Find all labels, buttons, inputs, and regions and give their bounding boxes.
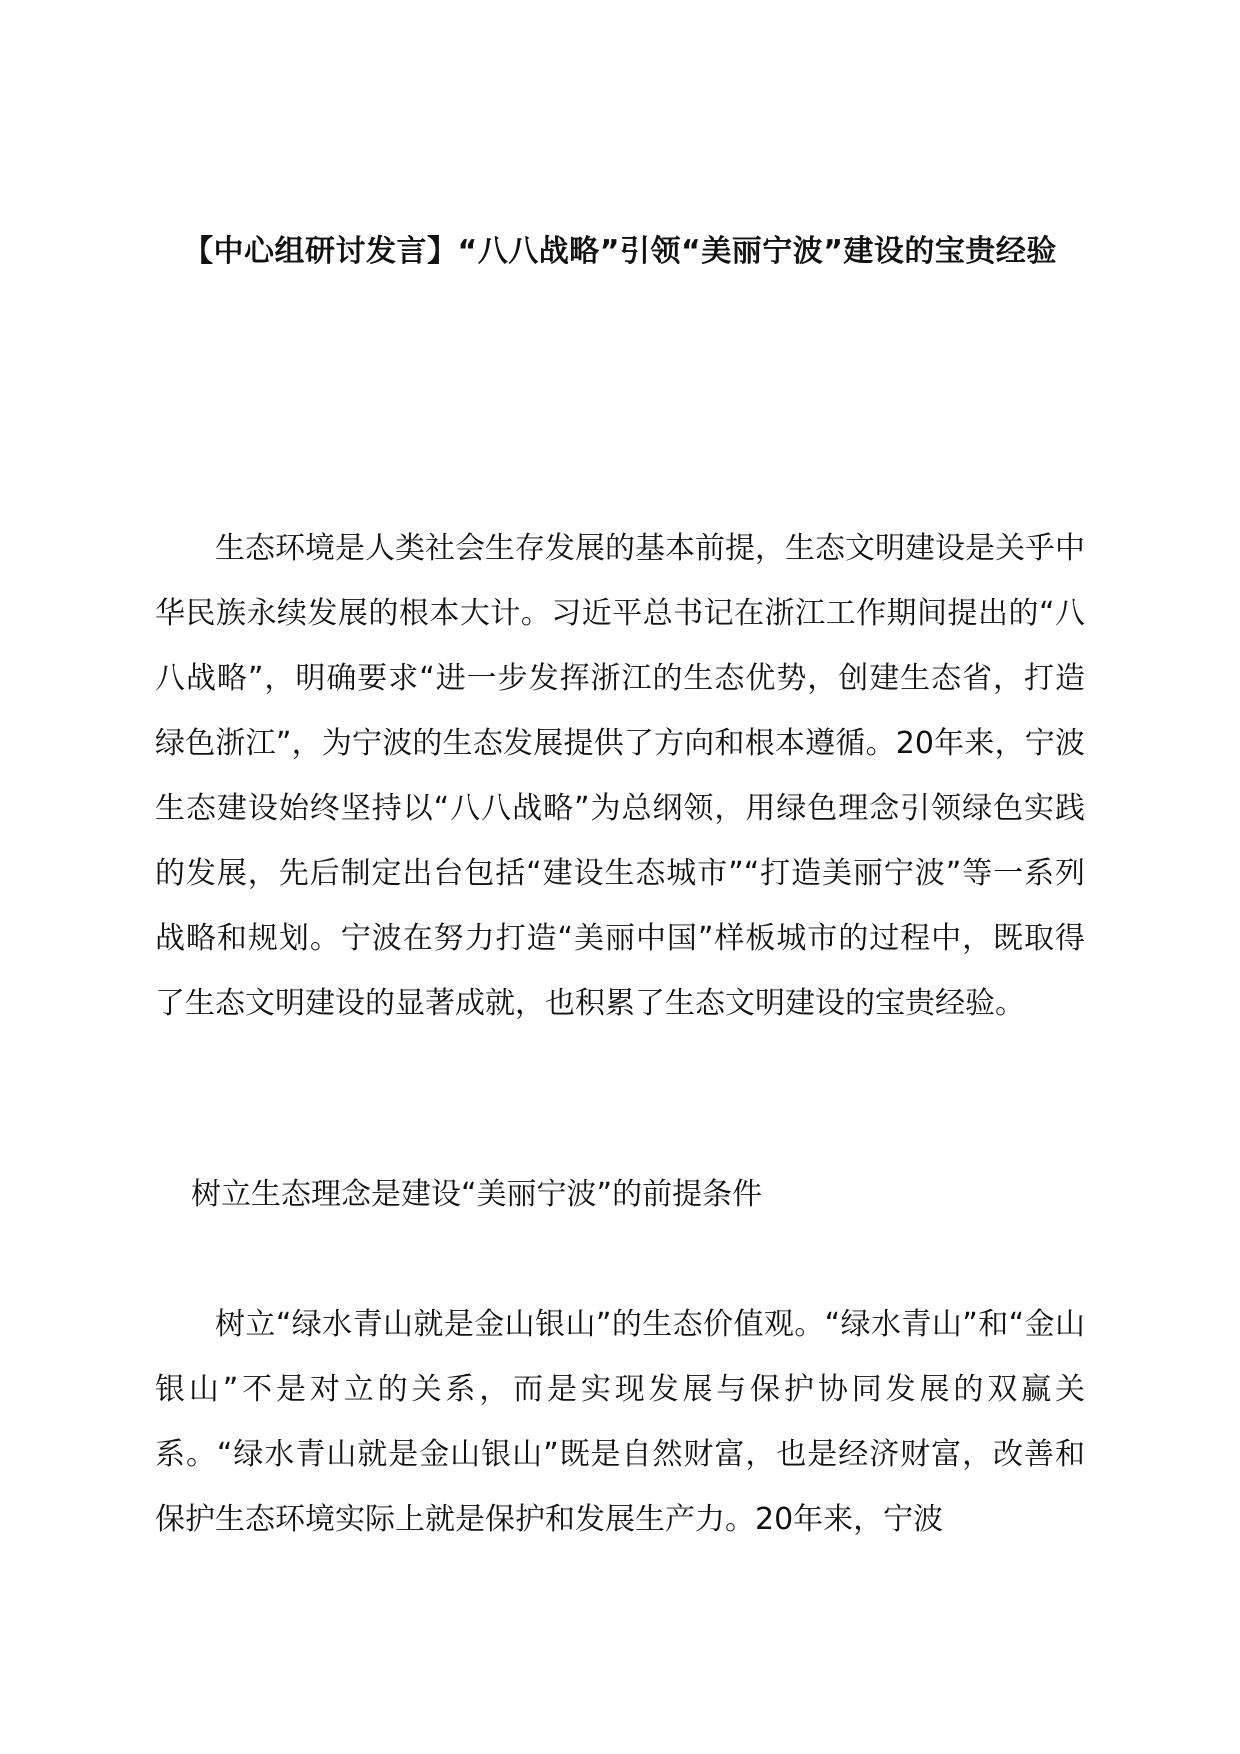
section-heading: 树立生态理念是建设“美丽宁波”的前提条件	[191, 1177, 763, 1212]
body-paragraph-intro: 生态环境是人类社会生存发展的基本前提，生态文明建设是关乎中华民族永续发展的根本大计。习近平总书记在浙江工作期间提出的“八八战略”，明确要求“进一步发挥浙江的生态优势，创建生态省，打造绿色浙江”，为宁波的生态发展提供了方向和根本遵循。20年来，宁波生态建设始终坚持以“八八战略”为总纲领，用绿色理念引领绿色实践的发展，先后制定出台包括“建设生态城市”“打造美丽宁波”等一系列战略和规划。宁波在努力打造“美丽中国”样板城市的过程中，既取得了生态文明建设的显著成就，也积累了生态文明建设的宝贵经验。	[155, 531, 1085, 1021]
document-title: 【中心组研讨发言】“八八战略”引领“美丽宁波”建设的宝贵经验	[183, 234, 1057, 269]
body-paragraph-ecological-values: 树立“绿水青山就是金山银山”的生态价值观。“绿水青山”和“金山银山”不是对立的关系，而是实现发展与保护协同发展的双赢关系。“绿水青山就是金山银山”既是自然财富，也是经济财富，改善和保护生态环境实际上就是保护和发展生产力。20年来，宁波	[155, 1307, 1085, 1537]
